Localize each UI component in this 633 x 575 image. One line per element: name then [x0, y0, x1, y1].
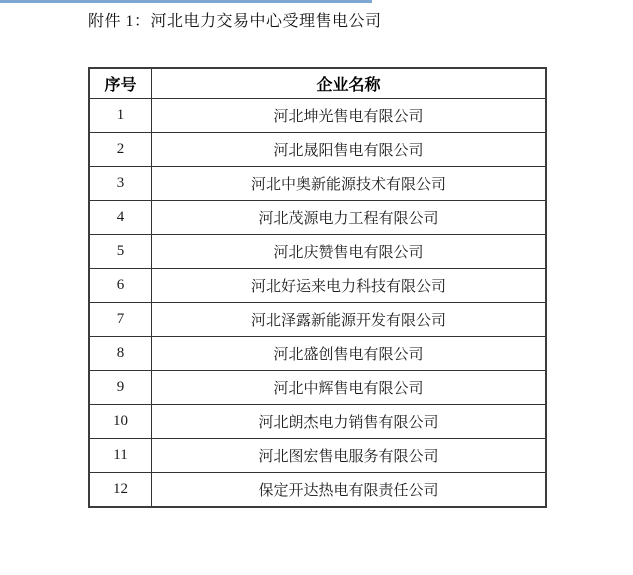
table-row	[89, 371, 546, 405]
table-row	[89, 201, 546, 235]
cell-company-name: 河北朗杰电力销售有限公司	[152, 405, 547, 439]
header-company-name: 企业名称	[152, 68, 547, 99]
table-row	[89, 405, 546, 439]
cell-company-name: 河北茂源电力工程有限公司	[152, 201, 547, 235]
cell-serial-number: 4	[89, 201, 152, 235]
table-row	[89, 303, 546, 337]
cell-company-name: 保定开达热电有限责任公司	[152, 473, 547, 508]
table-body	[89, 99, 546, 508]
cell-company-name: 河北盛创售电有限公司	[152, 337, 547, 371]
cell-company-name: 河北图宏售电服务有限公司	[152, 439, 547, 473]
cell-serial-number: 5	[89, 235, 152, 269]
table-row	[89, 473, 546, 508]
cell-company-name: 河北中辉售电有限公司	[152, 371, 547, 405]
table-row	[89, 337, 546, 371]
top-accent-line	[0, 0, 372, 3]
table-row	[89, 235, 546, 269]
cell-serial-number: 2	[89, 133, 152, 167]
cell-company-name: 河北好运来电力科技有限公司	[152, 269, 547, 303]
cell-serial-number: 12	[89, 473, 152, 508]
cell-company-name: 河北坤光售电有限公司	[152, 99, 547, 133]
table-row	[89, 99, 546, 133]
header-serial-number: 序号	[89, 68, 152, 99]
table-row	[89, 167, 546, 201]
table-header	[89, 68, 546, 99]
table-header-row	[89, 68, 546, 99]
cell-serial-number: 1	[89, 99, 152, 133]
cell-serial-number: 10	[89, 405, 152, 439]
table-row	[89, 269, 546, 303]
cell-serial-number: 11	[89, 439, 152, 473]
table-row	[89, 439, 546, 473]
company-table	[88, 67, 547, 508]
cell-serial-number: 9	[89, 371, 152, 405]
cell-company-name: 河北中奥新能源技术有限公司	[152, 167, 547, 201]
cell-serial-number: 6	[89, 269, 152, 303]
cell-serial-number: 3	[89, 167, 152, 201]
table-row	[89, 133, 546, 167]
cell-company-name: 河北晟阳售电有限公司	[152, 133, 547, 167]
cell-serial-number: 8	[89, 337, 152, 371]
cell-company-name: 河北庆赞售电有限公司	[152, 235, 547, 269]
attachment-title: 附件 1：河北电力交易中心受理售电公司	[88, 13, 382, 30]
cell-company-name: 河北泽露新能源开发有限公司	[152, 303, 547, 337]
cell-serial-number: 7	[89, 303, 152, 337]
